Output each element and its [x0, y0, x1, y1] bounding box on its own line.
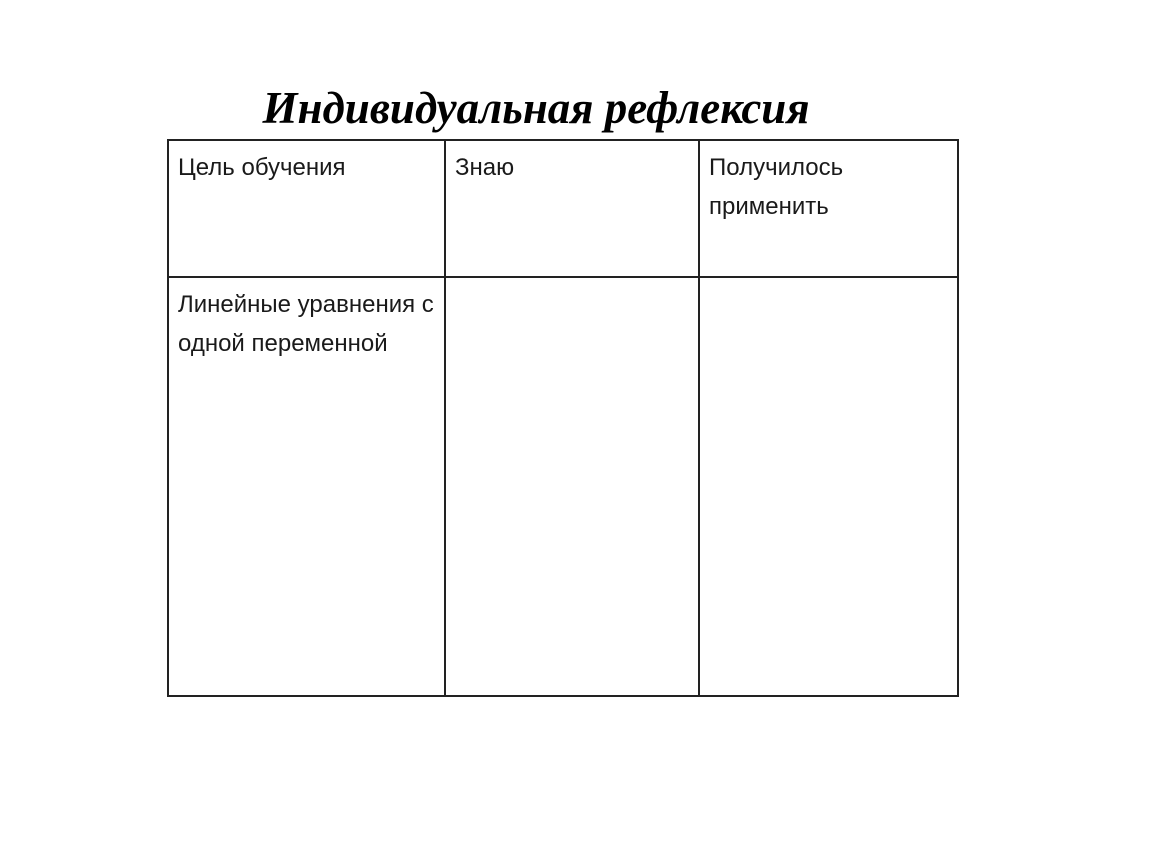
table-cell-know[interactable]	[445, 277, 699, 696]
header-cell-know: Знаю	[445, 140, 699, 277]
table-cell-goal: Линейные уравнения с одной переменной	[168, 277, 445, 696]
header-cell-applied: Получилось применить	[699, 140, 958, 277]
reflection-table	[167, 139, 959, 697]
table-header-row	[168, 140, 958, 277]
table-cell-applied[interactable]	[699, 277, 958, 696]
page-title: Индивидуальная рефлексия	[262, 83, 810, 133]
header-cell-goal: Цель обучения	[168, 140, 445, 277]
table-row	[168, 277, 958, 696]
